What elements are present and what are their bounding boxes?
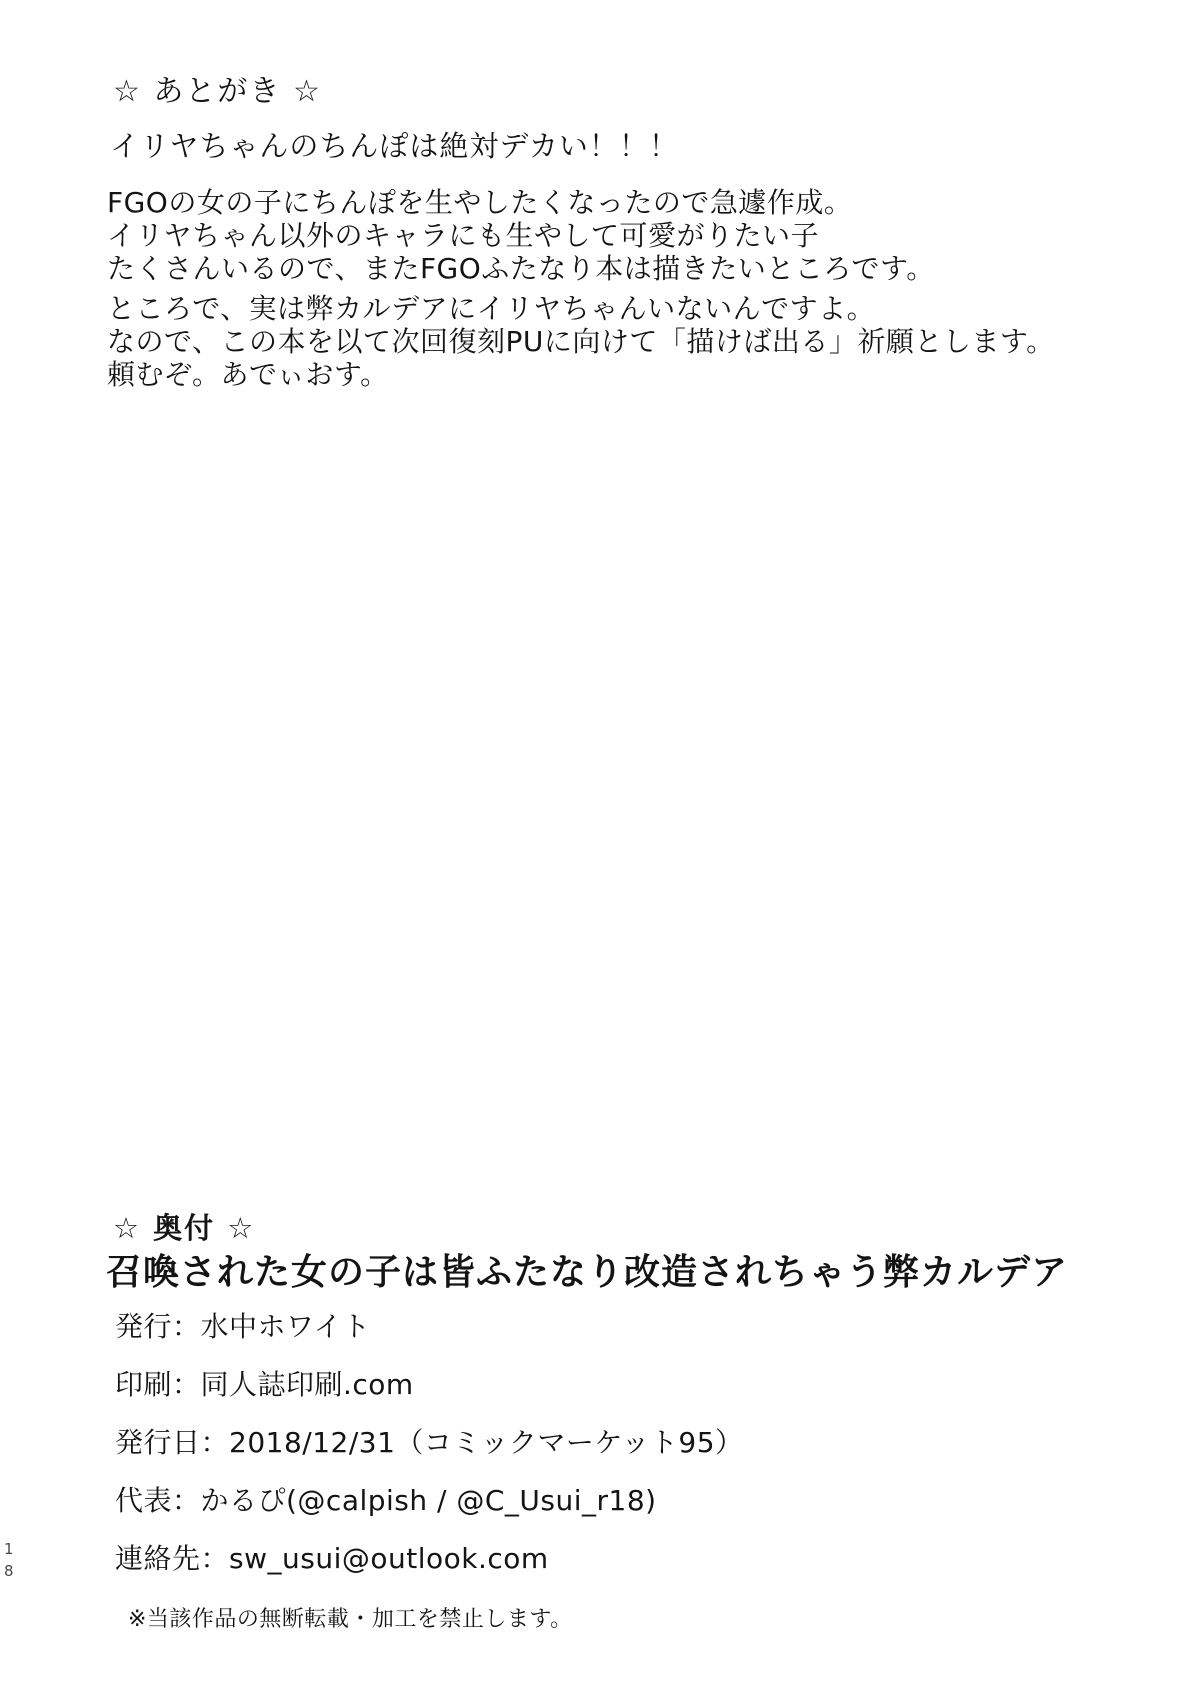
- paragraph-line: なので、この本を以て次回復刻PUに向けて「描けば出る」祈願とします。: [107, 325, 1055, 358]
- reproduction-notice: ※当該作品の無断転載・加工を禁止します。: [128, 1607, 573, 1632]
- paragraph-line: 頼むぞ。あでぃおす。: [107, 358, 389, 391]
- afterword-paragraph-1: [107, 186, 935, 285]
- paragraph-line: たくさんいるので、またFGOふたなり本は描きたいところです。: [107, 252, 935, 285]
- colophon-row-contact: 連絡先：sw_usui@outlook.com: [115, 1542, 549, 1575]
- colophon-row-printer: 印刷：同人誌印刷.com: [115, 1368, 414, 1401]
- colophon-row-representative: 代表：かるぴ(@calpish / @C_Usui_r18): [115, 1484, 657, 1517]
- colophon-rows: [115, 1312, 744, 1574]
- afterword-paragraph-2: [107, 292, 1055, 391]
- paragraph-line: FGOの女の子にちんぽを生やしたくなったので急遽作成。: [107, 186, 853, 219]
- colophon-row-publisher: 発行：水中ホワイト: [115, 1310, 371, 1343]
- colophon-heading: ☆ 奥付 ☆: [113, 1211, 256, 1245]
- paragraph-line: ところで、実は弊カルデアにイリヤちゃんいないんですよ。: [107, 292, 876, 325]
- paragraph-line: イリヤちゃん以外のキャラにも生やして可愛がりたい子: [107, 219, 819, 252]
- book-title: 召喚された女の子は皆ふたなり改造されちゃう弊カルデア: [106, 1252, 1069, 1293]
- afterword-intro-line: イリヤちゃんのちんぽは絶対デカい！！！: [110, 129, 679, 163]
- page-number: 18: [4, 1540, 14, 1580]
- colophon-row-publish-date: 発行日：2018/12/31（コミックマーケット95）: [115, 1426, 744, 1459]
- afterword-heading: ☆ あとがき ☆: [113, 74, 322, 109]
